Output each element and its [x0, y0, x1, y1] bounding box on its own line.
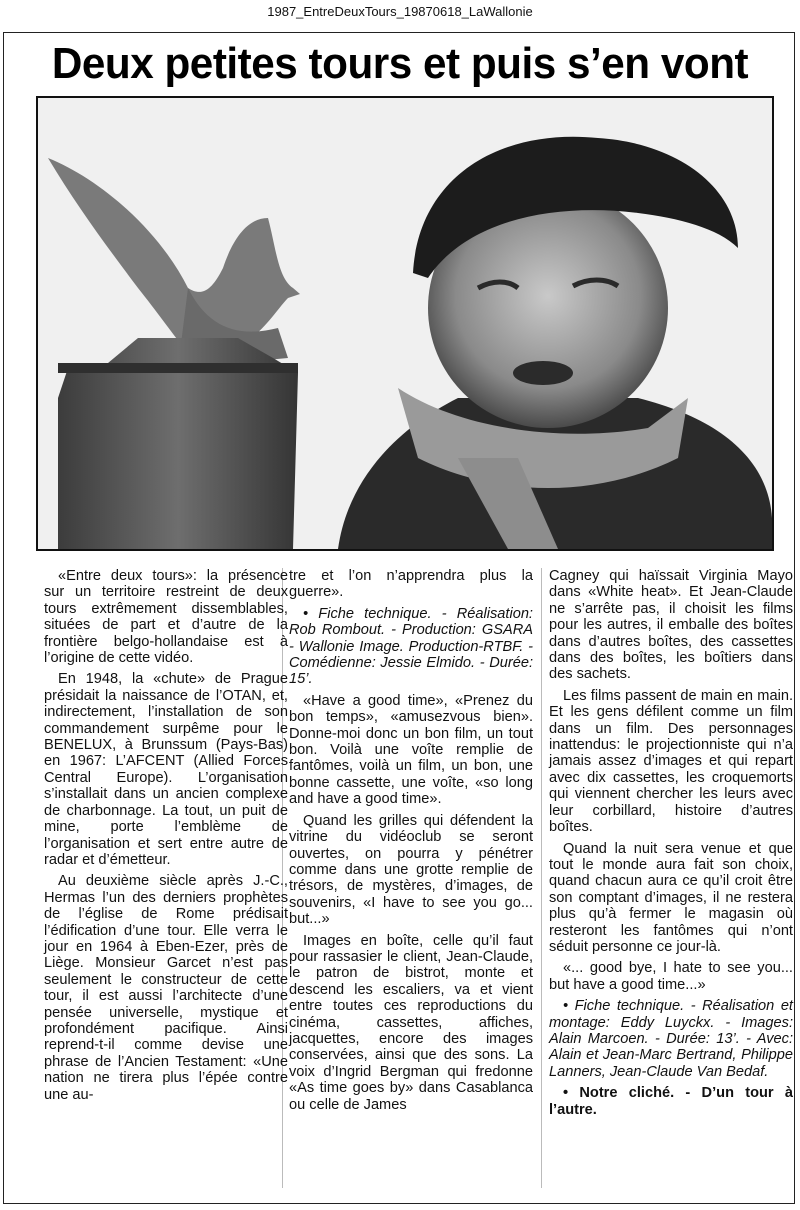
photo-portrait-with-eagle-statue-icon — [38, 98, 772, 549]
paragraph: Images en boîte, celle qu’il faut pour rassasier le client, Jean-Claude, le patron de bistrot, monte et descend les escaliers, va et vient entre toutes ces reproductions du cinéma, cassettes, affiches, jacquettes, encore des images conservées, ainsi que des sons. La voix d’Ingrid Bergman qui fredonne «As time goes by» dans Casablanca ou celle de James — [289, 932, 533, 1113]
headline: Deux petites tours et puis s’en vont — [51, 39, 749, 88]
paragraph: Les films passent de main en main. Et les gens défilent comme un film dans un film. Des personnages inattendus: le projectionniste qui n’a jamais assez d’images et qui repart avec dix cassettes, les croquemorts qui viennent chercher les leurs avec leur corbillard, histoire d’autres boîtes. — [549, 687, 793, 836]
article-column-1 — [44, 568, 288, 1108]
technical-sheet: • Fiche technique. - Réalisation: Rob Rombout. - Production: GSARA - Wallonie Image. Production-RTBF. - Comédienne: Jessie Elmido. - Durée: 15’. — [289, 605, 533, 688]
article-column-3 — [549, 568, 793, 1123]
paragraph: «Have a good time», «Prenez du bon temps», «amusezvous bien». Donne-moi donc un bon film, un tout bon. Voilà une voîte remplie de fantômes, voilà un film, un bon, une bonne cassette, une voîte, «so long and have a good time». — [289, 692, 533, 808]
column-rule — [541, 568, 542, 1188]
paragraph: «Entre deux tours»: la présence sur un territoire restreint de deux tours extrêmement dissemblables, situées de part et d’autre de la frontière belgo-hollandaise est à l’origine de cette vidéo. — [44, 568, 288, 667]
paragraph: Cagney qui haïssait Virginia Mayo dans «White heat». Et Jean-Claude ne s’arrête pas, il choisit les films pour les autres, il emballe des boîtes dans d’autres boîtes, des cassettes dans des boîtes, les boîtiers dans des sachets. — [549, 568, 793, 683]
file-title: 1987_EntreDeuxTours_19870618_LaWallonie — [267, 4, 533, 19]
paragraph: Au deuxième siècle après J.-C., Hermas l’un des derniers prophètes de l’église de Rome prédisait l’édification d’une tour. Elle verra le jour en 1964 à Eben-Ezer, près de Liège. Monsieur Garcet n’est pas seulement le constructeur de cette tour, il est aussi l’architecte d’une pensée universelle, mystique et profondément pacifique. Ainsi reprend-t-il comme devise une phrase de l’Ancien Testament: «Une nation ne tirera plus l’épée contre une au- — [44, 873, 288, 1103]
article-photo — [36, 96, 774, 551]
paragraph: Quand les grilles qui défendent la vitrine du vidéoclub se seront ouvertes, on pourra y pénétrer comme dans une grotte remplie de trésors, de mystères, d’images, de souvenirs, «I have to see you go... but...» — [289, 812, 533, 928]
paragraph: tre et l’on n’apprendra plus la guerre». — [289, 568, 533, 601]
photo-caption: • Notre cliché. - D’un tour à l’autre. — [549, 1085, 793, 1118]
paragraph: Quand la nuit sera venue et que tout le monde aura fait son choix, quand chacun aura ce qu’il croit être son comptant d’images, il ne restera plus qu’à fermer le magasin où resteront les fantômes qui n’ont séduit personne ce jour-là. — [549, 840, 793, 955]
paragraph: «... good bye, I hate to see you... but have a good time...» — [549, 960, 793, 993]
technical-sheet: • Fiche technique. - Réalisation et montage: Eddy Luyckx. - Images: Alain Marcoen. - Durée: 13’. - Avec: Alain et Jean-Marc Bertrand, Philippe Lanners, Jean-Claude Van Bedaf. — [549, 998, 793, 1080]
paragraph: En 1948, la «chute» de Prague présidait la naissance de l’OTAN, et, indirectement, l’installation de son commandement surpême pour le BENELUX, à Brunssum (Pays-Bas) en 1967: L’AFCENT (Allied Forces Central Europe). L’organisation s’installait dans un ancien complexe de charbonnage. La tout, un puit de mine, porte l’emblème de l’organisation et sert entre autre de radar et d’émetteur. — [44, 671, 288, 868]
article-column-2 — [289, 568, 533, 1118]
